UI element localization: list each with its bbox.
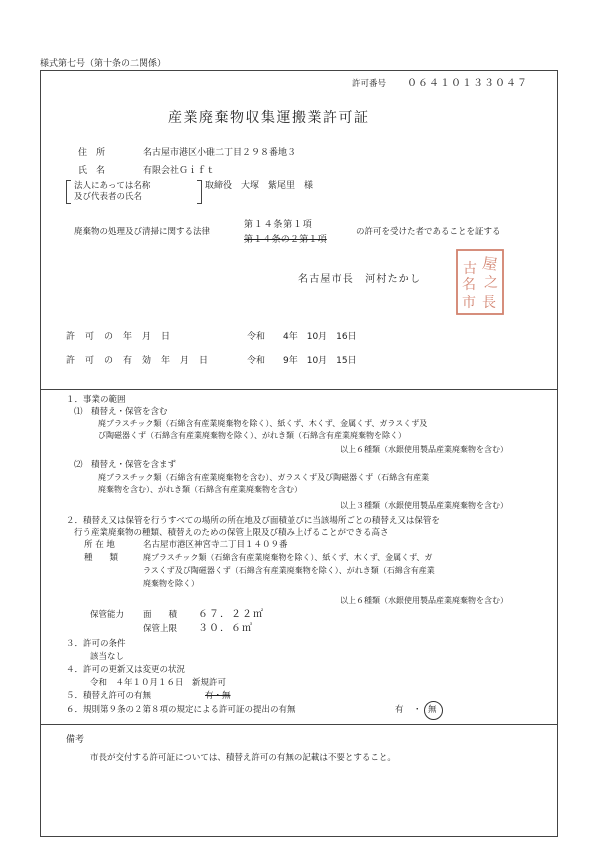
remarks-divider [40, 724, 558, 725]
scope-item2-heading: ⑵ 積替え・保管を含まず [74, 460, 177, 470]
address-value: 名古屋市港区小碓二丁目２９８番地３ [143, 148, 297, 158]
form-number: 様式第七号（第十条の二関係） [40, 59, 167, 69]
official-seal-icon [456, 249, 504, 315]
scope-item2-line1: 廃プラスチック類（石綿含有産業廃棄物を含む）、ガラスくず及び陶磁器くず（石綿含有産業 [98, 473, 430, 482]
permit-number-label: 許可番号 [352, 79, 387, 89]
law-suffix: の許可を受けた者であることを証する [356, 227, 501, 237]
representative-name: 取締役 大塚 紫尾里 様 [205, 181, 314, 191]
seal-char-3: 名 [462, 277, 476, 293]
storage-location-label: 所 在 地 [84, 540, 115, 550]
rep-note-line1: 法人にあっては名称 [74, 181, 151, 191]
storage-heading-line1: ２．積替え又は保管を行うすべての場所の所在地及び面積並びに当該場所ごとの積替え又は保管を [66, 516, 440, 526]
left-bracket [66, 180, 71, 204]
scope-heading: １．事業の範囲 [66, 395, 126, 405]
transship-value-struck: 有・無 [205, 691, 231, 701]
law-text: 廃棄物の処理及び清掃に関する法律 [74, 227, 211, 237]
article-active: 第１４条第１項 [244, 220, 313, 230]
conditions-heading: ３．許可の条件 [66, 639, 126, 649]
updates-value: 令和 ４年１０月１６日 新規許可 [90, 678, 227, 688]
document-title: 産業廃棄物収集運搬業許可証 [168, 110, 370, 126]
right-bracket [197, 180, 202, 204]
permit-number: ０６４１０１３３０４７ [407, 78, 528, 89]
rule-no-selected: 無 [428, 705, 437, 715]
seal-char-1: 屋 [481, 254, 499, 274]
address-label: 住 所 [78, 148, 106, 158]
permit-date-label: 許 可 の 年 月 日 [66, 332, 171, 342]
seal-char-5: 長 [482, 295, 496, 311]
storage-summary: 以上６種類（水銀使用製品産業廃棄物を含む） [340, 596, 508, 605]
storage-capacity-label: 保管能力 [90, 610, 125, 620]
mayor-name: 名古屋市長 河村たかし [298, 274, 422, 285]
name-label: 氏 名 [78, 166, 106, 176]
storage-type-label: 種 類 [84, 553, 119, 563]
permit-date: 令和 4年 10月 16日 [247, 332, 357, 342]
rep-note-line2: 及び代表者の氏名 [74, 192, 143, 202]
scope-item1-line1: 廃プラスチック類（石綿含有産業廃棄物を除く）、紙くず、木くず、金属くず、ガラスくず及 [98, 419, 428, 428]
seal-char-6: 市 [462, 295, 476, 311]
scope-item2-line2: 廃棄物を含む）、がれき類（石綿含有産業廃棄物を含む） [98, 485, 302, 494]
scope-item2-summary: 以上３種類（水銀使用製品産業廃棄物を含む） [340, 501, 508, 510]
remarks-text: 市長が交付する許可証については、積替え許可の有無の記載は不要とすること。 [90, 753, 396, 763]
remarks-label: 備考 [66, 735, 85, 745]
seal-char-4: 之 [484, 275, 498, 291]
expiry-date-label: 許 可 の 有 効 年 月 日 [66, 356, 209, 366]
rule-yes: 有 [395, 705, 404, 715]
storage-type-line2: ラスくず及び陶磁器くず（石綿含有産業廃棄物を除く）、がれき類（石綿含有産業 [143, 566, 435, 575]
storage-area-value: ６７．２２㎡ [198, 609, 264, 620]
rule-separator: ・ [413, 705, 422, 715]
article-struck: 第１４条の２第１項 [244, 235, 327, 245]
storage-type-line3: 廃棄物を除く） [143, 579, 199, 588]
seal-char-2: 古 [463, 261, 477, 277]
expiry-date: 令和 9年 10月 15日 [247, 356, 357, 366]
section-divider [40, 389, 558, 390]
storage-limit-label: 保管上限 [143, 624, 178, 634]
storage-heading-line2: 行う産業廃棄物の種類、積替えのための保管上限及び積み上げることができる高さ [74, 528, 389, 538]
conditions-value: 該当なし [90, 652, 125, 662]
scope-item1-line2: び陶磁器くず（石綿含有産業廃棄物を除く）、がれき類（石綿含有産業廃棄物を除く） [98, 431, 406, 440]
storage-location: 名古屋市港区神宮寺二丁目１４０９番 [143, 540, 288, 550]
storage-limit-value: ３０．６㎥ [198, 623, 253, 634]
transship-label: ５．積替え許可の有無 [66, 691, 152, 701]
storage-area-label: 面 積 [143, 610, 178, 620]
rule-label: ６．規則第９条の２第８項の規定による許可証の提出の有無 [66, 705, 296, 715]
storage-type-line1: 廃プラスチック類（石綿含有産業廃棄物を除く）、紙くず、木くず、金属くず、ガ [143, 553, 433, 562]
scope-item1-summary: 以上６種類（水銀使用製品産業廃棄物を含む） [340, 445, 508, 454]
name-value: 有限会社Ｇｉｆｔ [143, 166, 216, 176]
scope-item1-heading: ⑴ 積替え・保管を含む [74, 407, 168, 417]
updates-heading: ４．許可の更新又は変更の状況 [66, 665, 186, 675]
